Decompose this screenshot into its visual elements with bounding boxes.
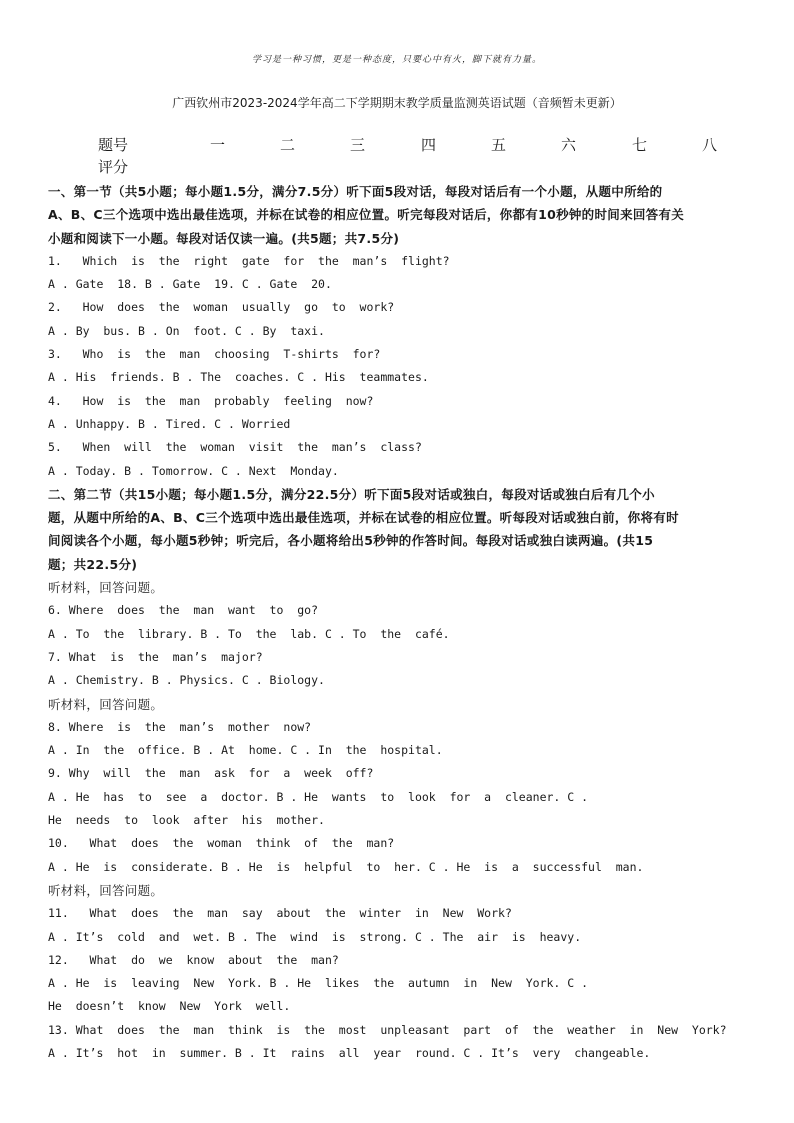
score-column: 七	[632, 136, 648, 154]
question-text: 11. What does the man say about the winter in New Work?	[48, 906, 512, 921]
answer-options: A . In the office. B . At home. C . In the hospital.	[48, 743, 443, 758]
answer-options: A . It’s cold and wet. B . The wind is strong. C . The air is heavy.	[48, 929, 582, 944]
section1-instruction: A、B、C三个选项中选出最佳选项，并标在试卷的相应位置。听完每段对话后，你都有10秒钟的时间来回答有关	[48, 207, 685, 223]
page-motto: 学习是一种习惯，更是一种态度，只要心中有火，脚下就有力量。	[251, 55, 542, 65]
answer-options: A . Unhappy. B . Tired. C . Worried	[48, 416, 291, 431]
question-text: 4. How is the man probably feeling now?	[48, 393, 374, 408]
score-table	[98, 134, 748, 174]
answer-options: A . Today. B . Tomorrow. C . Next Monday.	[48, 463, 339, 478]
score-column: 四	[421, 136, 437, 154]
material-prompt: 听材料，回答问题。	[48, 696, 164, 712]
material-prompt: 听材料，回答问题。	[48, 580, 164, 596]
answer-options: A . He is leaving New York. B . He likes the autumn in New York. C .	[48, 976, 589, 991]
section2-instruction: 二、第二节（共15小题；每小题1.5分，满分22.5分）听下面5段对话或独白，每段对话或独白后有几个小	[48, 486, 655, 502]
answer-options: A . Chemistry. B . Physics. C . Biology.	[48, 673, 325, 688]
exam-title: 广西钦州市2023-2024学年高二下学期期末教学质量监测英语试题（音频暂未更新）	[172, 96, 622, 110]
section1-instruction: 一、第一节（共5小题；每小题1.5分，满分7.5分）听下面5段对话，每段对话后有一个小题，从题中所给的	[48, 184, 663, 199]
score-column: 五	[491, 136, 507, 154]
question-text: 12. What do we know about the man?	[48, 952, 339, 967]
question-text: 2. How does the woman usually go to work?	[48, 300, 395, 315]
question-text: 10. What does the woman think of the man?	[48, 836, 395, 851]
section2-instruction: 题，从题中所给的A、B、C三个选项中选出最佳选项，并标在试卷的相应位置。听每段对话或独白前，你将有时	[48, 510, 679, 526]
question-text: 5. When will the woman visit the man’s class?	[48, 440, 422, 455]
score-column: 六	[561, 136, 577, 154]
answer-options-continued: He doesn’t know New York well.	[48, 999, 291, 1014]
answer-options: A . It’s hot in summer. B . It rains all year round. C . It’s very changeable.	[48, 1045, 651, 1060]
section2-instruction: 题；共22.5分)	[48, 556, 138, 572]
score-row-label-number: 题号	[98, 136, 129, 154]
question-text: 6. Where does the man want to go?	[48, 603, 319, 618]
question-text: 1. Which is the right gate for the man’s flight?	[48, 253, 450, 268]
question-text: 8. Where is the man’s mother now?	[48, 719, 312, 734]
section2-instruction: 间阅读各个小题，每小题5秒钟；听完后，各小题将给出5秒钟的作答时间。每段对话或独白读两遍。(共15	[48, 533, 654, 549]
score-row-label-score: 评分	[98, 158, 129, 176]
answer-options: A . His friends. B . The coaches. C . His teammates.	[48, 370, 429, 385]
answer-options: A . By bus. B . On foot. C . By taxi.	[48, 323, 325, 338]
section1-instruction: 小题和阅读下一小题。每段对话仅读一遍。(共5题；共7.5分)	[48, 230, 400, 246]
answer-options: A . To the library. B . To the lab. C . To the café.	[48, 626, 450, 641]
question-text: 3. Who is the man choosing T-shirts for?	[48, 347, 381, 362]
material-prompt: 听材料，回答问题。	[48, 882, 164, 898]
question-text: 9. Why will the man ask for a week off?	[48, 766, 374, 781]
question-text: 7. What is the man’s major?	[48, 649, 263, 664]
answer-options: A . He has to see a doctor. B . He wants to look for a cleaner. C .	[48, 789, 589, 804]
score-column: 二	[280, 136, 296, 154]
score-column: 八	[702, 136, 718, 154]
answer-options: A . Gate 18. B . Gate 19. C . Gate 20.	[48, 277, 332, 292]
answer-options: A . He is considerate. B . He is helpful to her. C . He is a successful man.	[48, 859, 644, 874]
exam-content	[48, 180, 748, 1065]
answer-options-continued: He needs to look after his mother.	[48, 813, 325, 828]
question-text: 13. What does the man think is the most unpleasant part of the weather in New York?	[48, 1022, 727, 1037]
score-column: 三	[350, 136, 366, 154]
score-column: 一	[210, 136, 226, 154]
